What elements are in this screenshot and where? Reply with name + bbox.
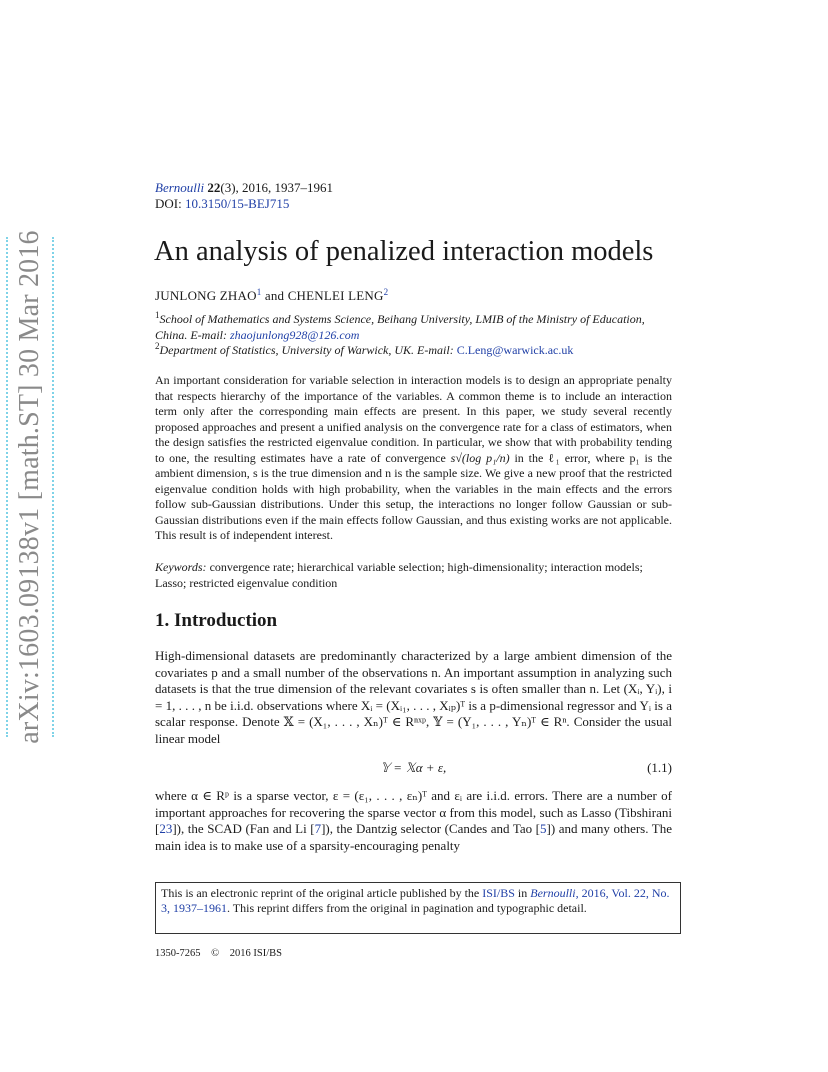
author-1: JUNLONG ZHAO xyxy=(155,288,257,303)
keywords-text: convergence rate; hierarchical variable selection; high-dimensionality; interaction models; Lasso; restricted eigenvalue condition xyxy=(155,560,643,590)
para2-text-c: ]), the Dantzig selector (Candes and Tao [ xyxy=(321,821,541,836)
equation-number: (1.1) xyxy=(647,760,672,775)
abstract-text-a: An important consideration for variable selection in interaction models is to design an appropriate penalty that respects hierarchy of the importance of the variables. A common theme is to include an interaction term only after the corresponding main effects are present. In this paper, we study several recently proposed approaches and present a unified analysis on the convergence rate for a class of estimators, when the design satisfies the restricted eigenvalue condition. In particular, we show that with probability tending to one, the resulting estimates have a rate of convergence xyxy=(155,373,672,465)
intro-paragraph-1: High-dimensional datasets are predominantly characterized by a large ambient dimension of the covariates p and a small number of the observations n. An important assumption in analyzing such datasets is that the true dimension of the relevant covariates s is often smaller than n. Let (Xᵢ, Yᵢ), i = 1, . . . , n be i.i.d. observations where Xᵢ = (Xᵢ₁, . . . , Xᵢₚ)ᵀ is a p-dimensional regressor and Yᵢ is a scalar response. Denote 𝕏 = (X₁, . . . , Xₙ)ᵀ ∈ Rⁿˣᵖ, 𝕐 = (Y₁, . . . , Yₙ)ᵀ ∈ Rⁿ. Consider the usual linear model xyxy=(155,648,672,746)
authors-and: and xyxy=(264,288,285,303)
para2-text-d: ]) and many others. The main idea is to make use of a sparsity-encouraging penalty xyxy=(155,821,672,853)
doi-link[interactable]: 10.3150/15-BEJ715 xyxy=(184,196,290,211)
keywords xyxy=(155,560,672,591)
journal-volume: 22 xyxy=(207,180,221,195)
author-1-affil-mark[interactable]: 1 xyxy=(256,287,262,297)
affiliation-2-mark: 2 xyxy=(155,341,160,351)
keywords-label: Keywords: xyxy=(155,560,207,574)
equation-body: 𝕐 = 𝕏α + ε, xyxy=(380,760,447,775)
affiliation-1-text: School of Mathematics and Systems Science, Beihang University, LMIB of the Ministry of Education, China. E-mail: xyxy=(155,312,645,342)
abstract-text-b: in the ℓ₁ error, where p₁ is the ambient dimension, s is the true dimension and n is the sample size. We give a new proof that the restricted eigenvalue condition holds with high probability, when the variables in the main effects and the errors follow sub-Gaussian distributions. Under this setup, the interactions no longer follow Gaussian or sub-Gaussian distributions even if the main effects follow Gaussian, and thus existing works are not applicable. This result is of independent interest. xyxy=(155,450,673,542)
affiliation-1-mark: 1 xyxy=(155,310,160,320)
section-heading-introduction: 1. Introduction xyxy=(155,610,278,631)
page-footer xyxy=(155,948,290,959)
affiliation-2-email[interactable]: C.Leng@warwick.ac.uk xyxy=(456,343,574,357)
reprint-issue-link[interactable]: 2016, Vol. 22, No. 3, 1937–1961 xyxy=(161,886,670,915)
para2-text-a: where α ∈ Rᵖ is a sparse vector, ε = (ε₁, . . . , εₙ)ᵀ and εᵢ are i.i.d. errors. There are a number of important approaches for recovering the sparse vector α from this model, such as Lasso (Tibshirani [ xyxy=(155,788,672,836)
footer-issn: 1350-7265 xyxy=(155,948,201,959)
reprint-text-b: . This reprint differs from the original in pagination and typographic detail. xyxy=(227,901,587,915)
footer-copyright-owner: 2016 ISI/BS xyxy=(229,948,282,959)
reprint-in: in xyxy=(517,886,528,900)
affiliation-1 xyxy=(155,308,673,343)
intro-paragraph-2 xyxy=(155,788,672,854)
doi-line xyxy=(155,196,333,212)
copyright-icon: © xyxy=(211,948,220,959)
author-2: CHENLEI LENG xyxy=(287,288,384,303)
equation-1-1 xyxy=(155,760,672,778)
journal-issue: (3), 2016, 1937–1961 xyxy=(220,180,334,195)
affiliation-2 xyxy=(155,339,673,359)
reprint-notice-box xyxy=(155,882,681,934)
affiliation-1-email[interactable]: zhaojunlong928@126.com xyxy=(230,327,360,342)
journal-link[interactable]: Bernoulli xyxy=(155,180,205,195)
abstract xyxy=(155,373,672,544)
isibs-link[interactable]: ISI/BS xyxy=(482,886,515,900)
ref-23-link[interactable]: 23 xyxy=(159,821,173,836)
arxiv-stamp-text: arXiv:1603.09138v1 [math.ST] 30 Mar 2016 xyxy=(14,230,45,744)
reprint-text-a: This is an electronic reprint of the original article published by the xyxy=(161,886,480,900)
ref-5-link[interactable]: 5 xyxy=(540,821,547,836)
paper-title: An analysis of penalized interaction models xyxy=(154,236,654,267)
journal-header xyxy=(155,180,333,212)
doi-label: DOI: xyxy=(155,196,182,211)
abstract-rate: s√(log p₁/n) xyxy=(450,450,510,465)
affiliation-2-text: Department of Statistics, University of Warwick, UK. E-mail: xyxy=(159,343,454,357)
arxiv-stamp xyxy=(6,230,54,744)
reprint-journal-link[interactable]: Bernoulli, xyxy=(530,886,579,900)
para2-text-b: ]), the SCAD (Fan and Li [ xyxy=(172,821,315,836)
author-2-affil-mark[interactable]: 2 xyxy=(383,287,389,297)
author-line xyxy=(155,287,388,304)
citation-line xyxy=(155,180,333,196)
ref-7-link[interactable]: 7 xyxy=(314,821,322,836)
